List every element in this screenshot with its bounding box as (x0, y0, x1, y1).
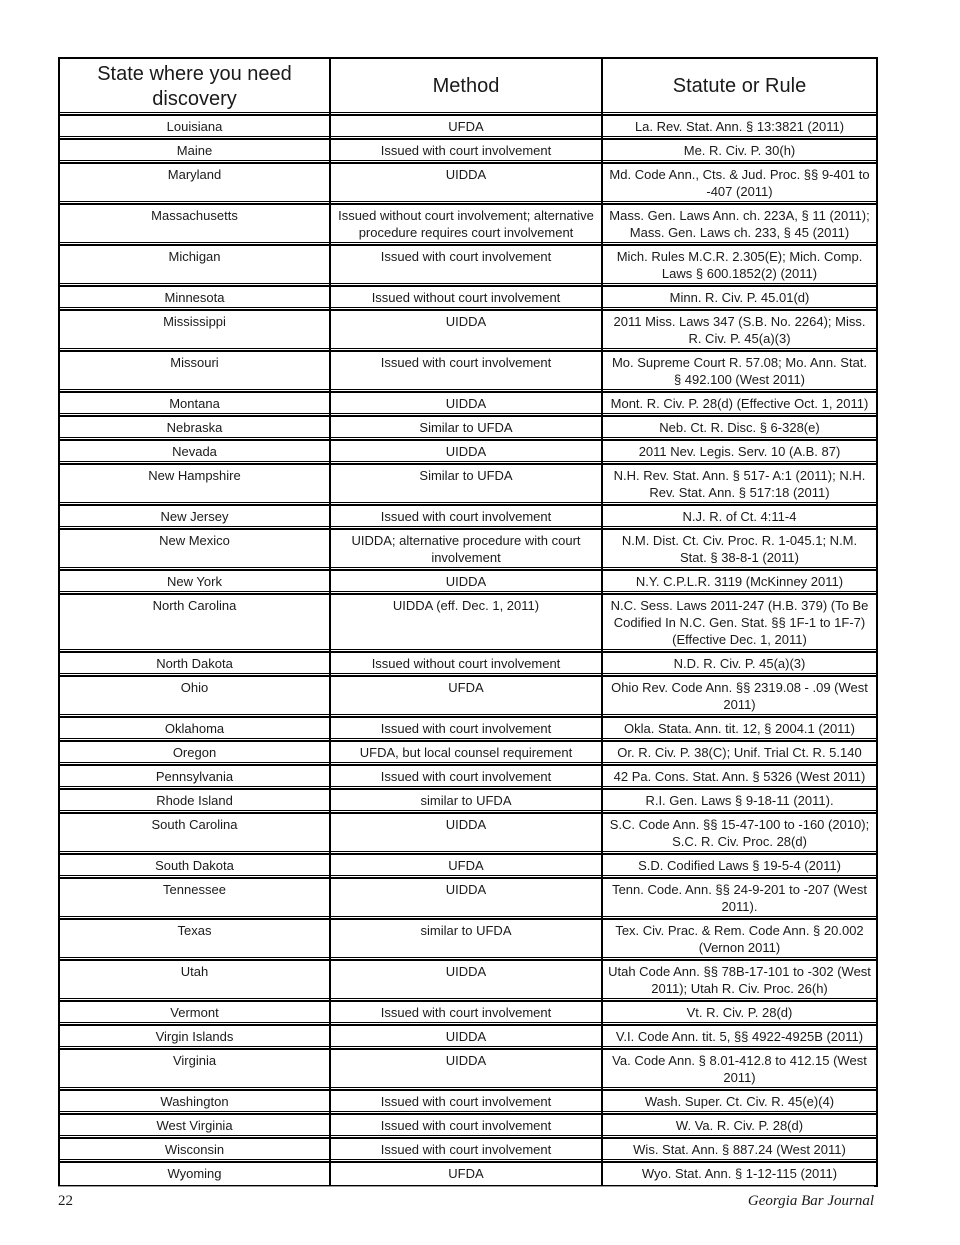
table-row (60, 920, 876, 961)
method-cell: Issued with court involvement (331, 1115, 603, 1139)
table-row (60, 653, 876, 677)
state-cell: Virginia (60, 1050, 331, 1091)
table-row (60, 718, 876, 742)
statute-cell: La. Rev. Stat. Ann. § 13:3821 (2011) (603, 116, 876, 140)
table-row (60, 246, 876, 287)
state-cell: New Jersey (60, 506, 331, 530)
method-cell: Issued without court involvement (331, 287, 603, 311)
table-row (60, 417, 876, 441)
table-row (60, 814, 876, 855)
method-cell: similar to UFDA (331, 920, 603, 961)
state-cell: Minnesota (60, 287, 331, 311)
table-row (60, 1050, 876, 1091)
statute-cell: N.C. Sess. Laws 2011-247 (H.B. 379) (To Be Codified In N.C. Gen. Stat. §§ 1F-1 to 1F-7) (Effective Dec. 1, 2011) (603, 595, 876, 653)
state-cell: Maryland (60, 164, 331, 205)
table-row (60, 1163, 876, 1185)
page-number: 22 (58, 1193, 73, 1209)
table-row (60, 140, 876, 164)
method-cell: Issued with court involvement (331, 1002, 603, 1026)
method-cell: Issued with court involvement (331, 246, 603, 287)
table-row (60, 205, 876, 246)
method-cell: UIDDA (331, 814, 603, 855)
method-cell: UIDDA (331, 393, 603, 417)
statute-cell: Ohio Rev. Code Ann. §§ 2319.08 - .09 (West 2011) (603, 677, 876, 718)
table-row (60, 116, 876, 140)
table-row (60, 1002, 876, 1026)
statute-cell: R.I. Gen. Laws § 9-18-11 (2011). (603, 790, 876, 814)
table-row (60, 1091, 876, 1115)
statute-cell: Mass. Gen. Laws Ann. ch. 223A, § 11 (2011); Mass. Gen. Laws ch. 233, § 45 (2011) (603, 205, 876, 246)
statute-cell: N.M. Dist. Ct. Civ. Proc. R. 1-045.1; N.M. Stat. § 38-8-1 (2011) (603, 530, 876, 571)
header-method: Method (331, 59, 603, 116)
state-cell: Missouri (60, 352, 331, 393)
state-cell: Nevada (60, 441, 331, 465)
state-cell: Washington (60, 1091, 331, 1115)
table-row (60, 790, 876, 814)
state-cell: Utah (60, 961, 331, 1002)
table-row (60, 855, 876, 879)
statute-cell: Vt. R. Civ. P. 28(d) (603, 1002, 876, 1026)
method-cell: similar to UFDA (331, 790, 603, 814)
statute-cell: Wyo. Stat. Ann. § 1-12-115 (2011) (641, 1166, 838, 1181)
state-cell: West Virginia (60, 1115, 331, 1139)
header-state: State where you need discovery (60, 59, 331, 116)
state-cell: Massachusetts (60, 205, 331, 246)
statute-cell: Okla. Stata. Ann. tit. 12, § 2004.1 (2011) (603, 718, 876, 742)
table-row (60, 1139, 876, 1163)
footer-divider (58, 1186, 874, 1187)
table-row (60, 677, 876, 718)
table-row (60, 571, 876, 595)
table-row (60, 595, 876, 653)
statute-cell: 2011 Nev. Legis. Serv. 10 (A.B. 87) (603, 441, 876, 465)
state-cell: Texas (60, 920, 331, 961)
table-header-row (60, 59, 876, 116)
table-row (60, 287, 876, 311)
table-row (60, 393, 876, 417)
journal-title: Georgia Bar Journal (747, 1193, 874, 1209)
statute-cell: Mich. Rules M.C.R. 2.305(E); Mich. Comp. Laws § 600.1852(2) (2011) (603, 246, 876, 287)
method-cell: Similar to UFDA (331, 465, 603, 506)
method-cell: Issued with court involvement (331, 718, 603, 742)
statute-cell: S.C. Code Ann. §§ 15-47-100 to -160 (2010); S.C. R. Civ. Proc. 28(d) (603, 814, 876, 855)
method-cell: Issued without court involvement; alternative procedure requires court involvement (331, 205, 603, 246)
statute-cell: Tex. Civ. Prac. & Rem. Code Ann. § 20.002 (Vernon 2011) (603, 920, 876, 961)
state-cell: Wyoming (60, 1163, 331, 1185)
state-cell: Michigan (60, 246, 331, 287)
statute-cell: Or. R. Civ. P. 38(C); Unif. Trial Ct. R. 5.140 (603, 742, 876, 766)
statute-cell: Wis. Stat. Ann. § 887.24 (West 2011) (603, 1139, 876, 1163)
statute-cell: Minn. R. Civ. P. 45.01(d) (603, 287, 876, 311)
table-row (60, 1115, 876, 1139)
statute-cell: W. Va. R. Civ. P. 28(d) (603, 1115, 876, 1139)
statute-cell: 42 Pa. Cons. Stat. Ann. § 5326 (West 2011) (603, 766, 876, 790)
method-cell: UIDDA (331, 961, 603, 1002)
statute-cell: N.D. R. Civ. P. 45(a)(3) (603, 653, 876, 677)
table-row (60, 164, 876, 205)
state-cell: New York (60, 571, 331, 595)
state-cell: North Carolina (60, 595, 331, 653)
method-cell: Issued with court involvement (331, 1091, 603, 1115)
state-cell: Wisconsin (60, 1139, 331, 1163)
statute-cell: Wash. Super. Ct. Civ. R. 45(e)(4) (603, 1091, 876, 1115)
state-cell: New Mexico (60, 530, 331, 571)
state-cell: Vermont (60, 1002, 331, 1026)
state-cell: Oklahoma (60, 718, 331, 742)
statute-cell: Utah Code Ann. §§ 78B-17-101 to -302 (West 2011); Utah R. Civ. Proc. 26(h) (603, 961, 876, 1002)
header-statute: Statute or Rule (603, 59, 876, 116)
state-cell: North Dakota (60, 653, 331, 677)
method-cell: UFDA (331, 1163, 603, 1185)
method-cell: UIDDA (331, 1026, 603, 1050)
state-cell: Maine (60, 140, 331, 164)
state-cell: Nebraska (60, 417, 331, 441)
method-cell: UIDDA (331, 1050, 603, 1091)
state-cell: Oregon (60, 742, 331, 766)
method-cell: UFDA, but local counsel requirement (331, 742, 603, 766)
state-cell: South Carolina (60, 814, 331, 855)
statute-cell: Va. Code Ann. § 8.01-412.8 to 412.15 (West 2011) (603, 1050, 876, 1091)
table-row (60, 742, 876, 766)
table-row (60, 465, 876, 506)
state-cell: New Hampshire (60, 465, 331, 506)
statute-cell: Tenn. Code. Ann. §§ 24-9-201 to -207 (West 2011). (603, 879, 876, 920)
state-cell: Mississippi (60, 311, 331, 352)
statute-cell: N.H. Rev. Stat. Ann. § 517- A:1 (2011); N.H. Rev. Stat. Ann. § 517:18 (2011) (603, 465, 876, 506)
method-cell: UFDA (331, 855, 603, 879)
method-cell: Issued without court involvement (331, 653, 603, 677)
method-cell: Issued with court involvement (331, 1139, 603, 1163)
method-cell: Issued with court involvement (331, 766, 603, 790)
statute-cell: N.J. R. of Ct. 4:11-4 (603, 506, 876, 530)
method-cell: UIDDA (331, 441, 603, 465)
table-row (60, 441, 876, 465)
discovery-methods-table (58, 57, 878, 1187)
state-cell: Pennsylvania (60, 766, 331, 790)
table-row (60, 766, 876, 790)
method-cell: UFDA (331, 677, 603, 718)
state-cell: Virgin Islands (60, 1026, 331, 1050)
method-cell: Issued with court involvement (331, 352, 603, 393)
state-cell: South Dakota (60, 855, 331, 879)
statute-cell: S.D. Codified Laws § 19-5-4 (2011) (603, 855, 876, 879)
statute-cell: Mont. R. Civ. P. 28(d) (Effective Oct. 1, 2011) (603, 393, 876, 417)
method-cell: UIDDA (eff. Dec. 1, 2011) (331, 595, 603, 653)
statute-cell: N.Y. C.P.L.R. 3119 (McKinney 2011) (603, 571, 876, 595)
state-cell: Rhode Island (60, 790, 331, 814)
method-cell: Issued with court involvement (331, 140, 603, 164)
method-cell: UIDDA (331, 311, 603, 352)
table-row (60, 879, 876, 920)
statute-cell: Me. R. Civ. P. 30(h) (603, 140, 876, 164)
state-cell: Louisiana (60, 116, 331, 140)
table-row (60, 352, 876, 393)
table-row (60, 506, 876, 530)
table-row (60, 530, 876, 571)
table-row (60, 961, 876, 1002)
method-cell: UIDDA (331, 571, 603, 595)
method-cell: Similar to UFDA (331, 417, 603, 441)
statute-cell: Md. Code Ann., Cts. & Jud. Proc. §§ 9-401 to -407 (2011) (603, 164, 876, 205)
statute-cell: 2011 Miss. Laws 347 (S.B. No. 2264); Miss. R. Civ. P. 45(a)(3) (603, 311, 876, 352)
statute-cell: Neb. Ct. R. Disc. § 6-328(e) (603, 417, 876, 441)
method-cell: Issued with court involvement (331, 506, 603, 530)
table-row (60, 311, 876, 352)
statute-cell: Mo. Supreme Court R. 57.08; Mo. Ann. Stat. § 492.100 (West 2011) (603, 352, 876, 393)
method-cell: UIDDA (331, 164, 603, 205)
method-cell: UFDA (331, 116, 603, 140)
method-cell: UIDDA (331, 879, 603, 920)
state-cell: Montana (60, 393, 331, 417)
method-cell: UIDDA; alternative procedure with court involvement (331, 530, 603, 571)
table-row (60, 1026, 876, 1050)
statute-cell: V.I. Code Ann. tit. 5, §§ 4922-4925B (2011) (603, 1026, 876, 1050)
state-cell: Tennessee (60, 879, 331, 920)
state-cell: Ohio (60, 677, 331, 718)
